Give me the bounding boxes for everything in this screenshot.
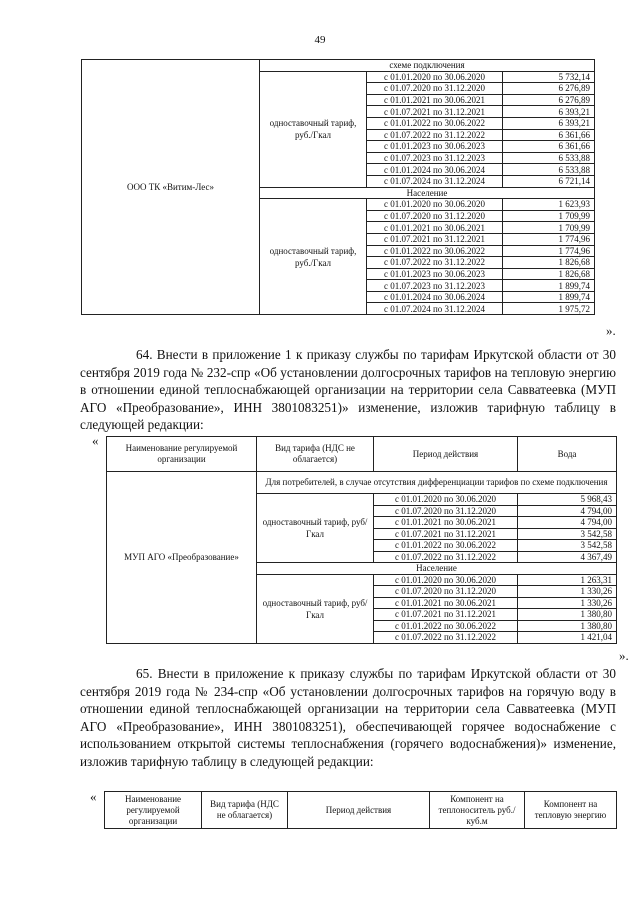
value-cell: 5 732,14: [503, 71, 595, 83]
value-cell: 1 975,72: [503, 303, 595, 315]
paragraph-65: 65. Внести в приложение к приказу службы по тарифам Иркутской области от 30 сентября 2019 года № 234-спр «Об установлении долгосрочных тарифов на горячую воду в отношении единой теплоснабжающей организации на территории села Савватеевка (МУП АГО «Преобразование», ИНН 3801083251), обеспечивающей горячее водоснабжение с использованием открытой системы теплоснабжения (горячего водоснабжения)» изменение, изложив тарифную таблицу в следующей редакции:: [80, 666, 616, 769]
tariff-table-mup-ago-heat: [106, 436, 617, 644]
value-cell: 6 361,66: [503, 141, 595, 153]
period-cell: с 01.07.2020 по 31.12.2020: [367, 83, 503, 95]
period-cell: с 01.01.2021 по 30.06.2021: [374, 597, 518, 609]
value-cell: 1 899,74: [503, 291, 595, 303]
subheading-row: Для потребителей, в случае отсутствия дифференциации тарифов по схеме подключения: [257, 472, 617, 494]
period-cell: с 01.01.2020 по 30.06.2020: [374, 494, 518, 506]
subheading-row: схеме подключения: [260, 60, 595, 72]
period-cell: с 01.07.2022 по 31.12.2022: [367, 129, 503, 141]
header-water: Вода: [518, 437, 617, 472]
value-cell: 6 533,88: [503, 152, 595, 164]
value-cell: 1 330,26: [518, 586, 617, 598]
period-cell: с 01.07.2022 по 31.12.2022: [367, 257, 503, 269]
header-org: Наименование регулируемой организации: [105, 792, 202, 829]
closing-quote: ».: [619, 648, 629, 663]
period-cell: с 01.07.2021 по 31.12.2021: [374, 609, 518, 621]
value-cell: 6 276,89: [503, 94, 595, 106]
period-cell: с 01.07.2022 по 31.12.2022: [374, 632, 518, 644]
value-cell: 4 367,49: [518, 551, 617, 563]
header-heat-carrier-component: Компонент на теплоноситель руб./куб.м: [430, 792, 525, 829]
period-cell: с 01.01.2022 по 30.06.2022: [374, 620, 518, 632]
value-cell: 1 709,99: [503, 210, 595, 222]
period-cell: с 01.07.2023 по 31.12.2023: [367, 152, 503, 164]
period-cell: с 01.01.2021 по 30.06.2021: [367, 222, 503, 234]
period-cell: с 01.01.2020 по 30.06.2020: [367, 71, 503, 83]
tariff-kind-cell: одноставочный тариф, руб/Гкал: [257, 574, 374, 643]
value-cell: 1 826,68: [503, 268, 595, 280]
org-name-cell: МУП АГО «Преобразование»: [107, 472, 257, 644]
header-tariff-kind: Вид тарифа (НДС не облагается): [202, 792, 288, 829]
period-cell: с 01.01.2020 по 30.06.2020: [374, 574, 518, 586]
value-cell: 1 899,74: [503, 280, 595, 292]
value-cell: 1 709,99: [503, 222, 595, 234]
period-cell: с 01.07.2020 по 31.12.2020: [367, 210, 503, 222]
value-cell: 1 623,93: [503, 199, 595, 211]
value-cell: 1 263,31: [518, 574, 617, 586]
period-cell: с 01.01.2022 по 30.06.2022: [367, 117, 503, 129]
closing-quote: ».: [606, 323, 616, 338]
header-period: Период действия: [374, 437, 518, 472]
header-tariff-kind: Вид тарифа (НДС не облагается): [257, 437, 374, 472]
value-cell: 6 393,21: [503, 106, 595, 118]
value-cell: 4 794,00: [518, 517, 617, 529]
tariff-kind-cell: одноставочный тариф, руб./Гкал: [260, 199, 367, 315]
opening-quote: «: [92, 433, 99, 448]
subheading-row: Население: [257, 563, 617, 575]
opening-quote: «: [90, 789, 97, 804]
page-number: 49: [314, 34, 326, 46]
period-cell: с 01.01.2024 по 30.06.2024: [367, 291, 503, 303]
period-cell: с 01.07.2024 по 31.12.2024: [367, 175, 503, 187]
header-heat-energy-component: Компонент на тепловую энергию: [525, 792, 617, 829]
value-cell: 1 380,80: [518, 620, 617, 632]
period-cell: с 01.07.2020 по 31.12.2020: [374, 505, 518, 517]
period-cell: с 01.01.2024 по 30.06.2024: [367, 164, 503, 176]
value-cell: 3 542,58: [518, 540, 617, 552]
header-period: Период действия: [288, 792, 430, 829]
period-cell: с 01.01.2021 по 30.06.2021: [367, 94, 503, 106]
period-cell: с 01.01.2020 по 30.06.2020: [367, 199, 503, 211]
value-cell: 6 533,88: [503, 164, 595, 176]
value-cell: 1 826,68: [503, 257, 595, 269]
period-cell: с 01.01.2022 по 30.06.2022: [367, 245, 503, 257]
subheading-row: Население: [260, 187, 595, 199]
period-cell: с 01.01.2023 по 30.06.2023: [367, 141, 503, 153]
period-cell: с 01.07.2021 по 31.12.2021: [374, 528, 518, 540]
period-cell: с 01.07.2020 по 31.12.2020: [374, 586, 518, 598]
period-cell: с 01.07.2021 по 31.12.2021: [367, 106, 503, 118]
value-cell: 6 721,14: [503, 175, 595, 187]
value-cell: 4 794,00: [518, 505, 617, 517]
value-cell: 6 276,89: [503, 83, 595, 95]
tariff-table-vitim-les: [81, 59, 595, 315]
value-cell: 1 421,04: [518, 632, 617, 644]
tariff-kind-cell: одноставочный тариф, руб./Гкал: [260, 71, 367, 187]
value-cell: 6 361,66: [503, 129, 595, 141]
period-cell: с 01.01.2021 по 30.06.2021: [374, 517, 518, 529]
period-cell: с 01.07.2024 по 31.12.2024: [367, 303, 503, 315]
period-cell: с 01.01.2023 по 30.06.2023: [367, 268, 503, 280]
value-cell: 1 330,26: [518, 597, 617, 609]
period-cell: с 01.07.2022 по 31.12.2022: [374, 551, 518, 563]
tariff-table-mup-ago-hot-water: [104, 791, 617, 829]
value-cell: 6 393,21: [503, 117, 595, 129]
value-cell: 3 542,58: [518, 528, 617, 540]
period-cell: с 01.07.2023 по 31.12.2023: [367, 280, 503, 292]
org-name-cell: ООО ТК «Витим-Лес»: [82, 60, 260, 315]
value-cell: 1 774,96: [503, 233, 595, 245]
value-cell: 1 380,80: [518, 609, 617, 621]
header-org: Наименование регулируемой организации: [107, 437, 257, 472]
value-cell: 1 774,96: [503, 245, 595, 257]
tariff-kind-cell: одноставочный тариф, руб/Гкал: [257, 494, 374, 563]
paragraph-64: 64. Внести в приложение 1 к приказу службы по тарифам Иркутской области от 30 сентября 2019 года № 232-спр «Об установлении долгосрочных тарифов на тепловую энергию в отношении единой теплоснабжающей организации на территории села Савватеевка (МУП АГО «Преобразование», ИНН 3801083251)» изменение, изложив тарифную таблицу в следующей редакции:: [80, 347, 616, 433]
value-cell: 5 968,43: [518, 494, 617, 506]
period-cell: с 01.01.2022 по 30.06.2022: [374, 540, 518, 552]
period-cell: с 01.07.2021 по 31.12.2021: [367, 233, 503, 245]
